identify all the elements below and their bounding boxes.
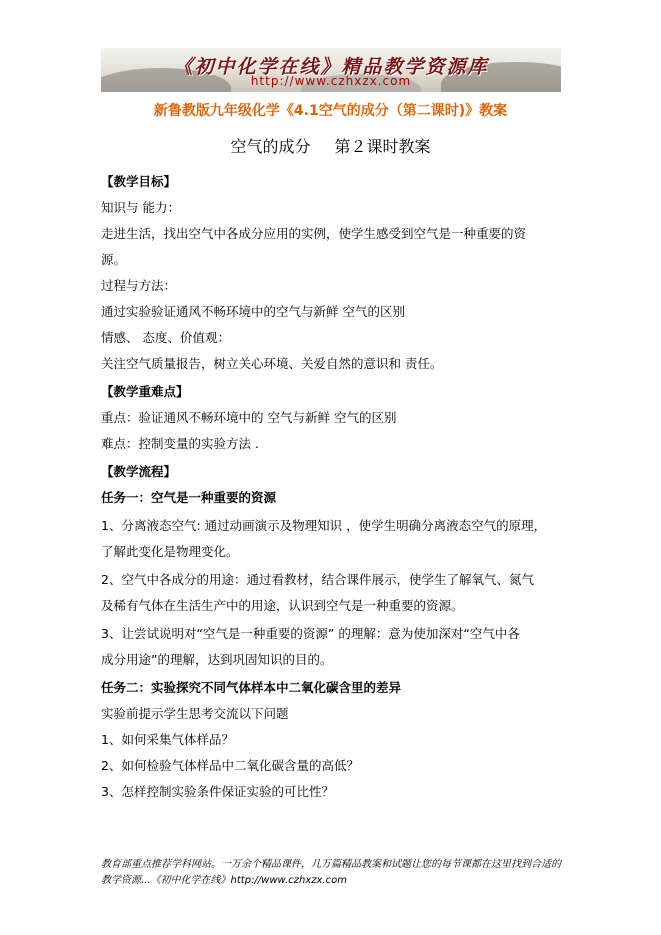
paragraph-line: 知识与 能力： <box>101 200 180 215</box>
task-one-heading: 任务一：空气是一种重要的资源 <box>101 490 277 505</box>
paragraph-line: 3、怎样控制实验条件保证实验的可比性？ <box>101 784 334 799</box>
paragraph-line: 3、让尝试说明对“空气是一种重要的资源” 的理解：意为使加深对“空气中各 <box>101 626 520 641</box>
paragraph-line: 2、如何检验气体样品中二氧化碳含量的高低？ <box>101 758 359 773</box>
section-heading-key-points: 【教学重难点】 <box>101 384 189 399</box>
paragraph-line: 情感、 态度、价值观： <box>101 330 230 345</box>
lesson-subtitle <box>0 134 661 157</box>
paragraph-line: 重点：验证通风不畅环境中的 空气与新鲜 空气的区别 <box>101 410 397 425</box>
paragraph-line: 实验前提示学生思考交流以下问题 <box>101 706 289 721</box>
paragraph-line: 过程与方法： <box>101 278 177 293</box>
subtitle-topic: 空气的成分 <box>230 137 311 156</box>
paragraph-line: 1、如何采集气体样品？ <box>101 732 234 747</box>
document-title: 新鲁教版九年级化学《4.1空气的成分（第二课时)》教案 <box>153 103 508 119</box>
banner-title: 《初中化学在线》精品教学资源库 <box>173 56 489 78</box>
paragraph-line: 1、分离液态空气: 通过动画演示及物理知识 ，使学生明确分离液态空气的原理， <box>101 518 547 533</box>
footer-line: 教学资源...《初中化学在线》http://www.czhxzx.com <box>101 875 347 886</box>
subtitle-lesson: 第２课时教案 <box>334 137 431 156</box>
section-heading-objectives: 【教学目标】 <box>101 174 177 189</box>
banner-url[interactable]: http://www.czhxzx.com <box>250 74 412 88</box>
footer-line: 教育部重点推荐学科网站。一万余个精品课件，几万篇精品教案和试题让您的每节课都在这里找到合适的 <box>101 859 561 870</box>
paragraph-line: 2、空气中各成分的用途：通过看教材，结合课件展示，使学生了解氧气、氮气 <box>101 572 534 587</box>
paragraph-line: 成分用途”的理解，达到巩固知识的目的。 <box>101 652 333 667</box>
page-footer <box>101 857 571 889</box>
header-banner <box>101 48 561 92</box>
paragraph-line: 走进生活，找出空气中各成分应用的实例，使学生感受到空气是一种重要的资 <box>101 226 527 241</box>
paragraph-line: 及稀有气体在生活生产中的用途，认识到空气是一种重要的资源。 <box>101 598 464 613</box>
paragraph-line: 源。 <box>101 252 127 267</box>
paragraph-line: 通过实验验证通风不畅环境中的空气与新鲜 空气的区别 <box>101 304 405 319</box>
section-heading-process: 【教学流程】 <box>101 464 177 479</box>
paragraph-line: 关注空气质量报告，树立关心环境、关爱自然的意识和 责任。 <box>101 356 443 371</box>
paragraph-line: 难点：控制变量的实验方法 . <box>101 436 259 451</box>
paragraph-line: 了解此变化是物理变化。 <box>101 544 239 559</box>
task-two-heading: 任务二：实验探究不同气体样本中二氧化碳含里的差异 <box>101 680 402 695</box>
